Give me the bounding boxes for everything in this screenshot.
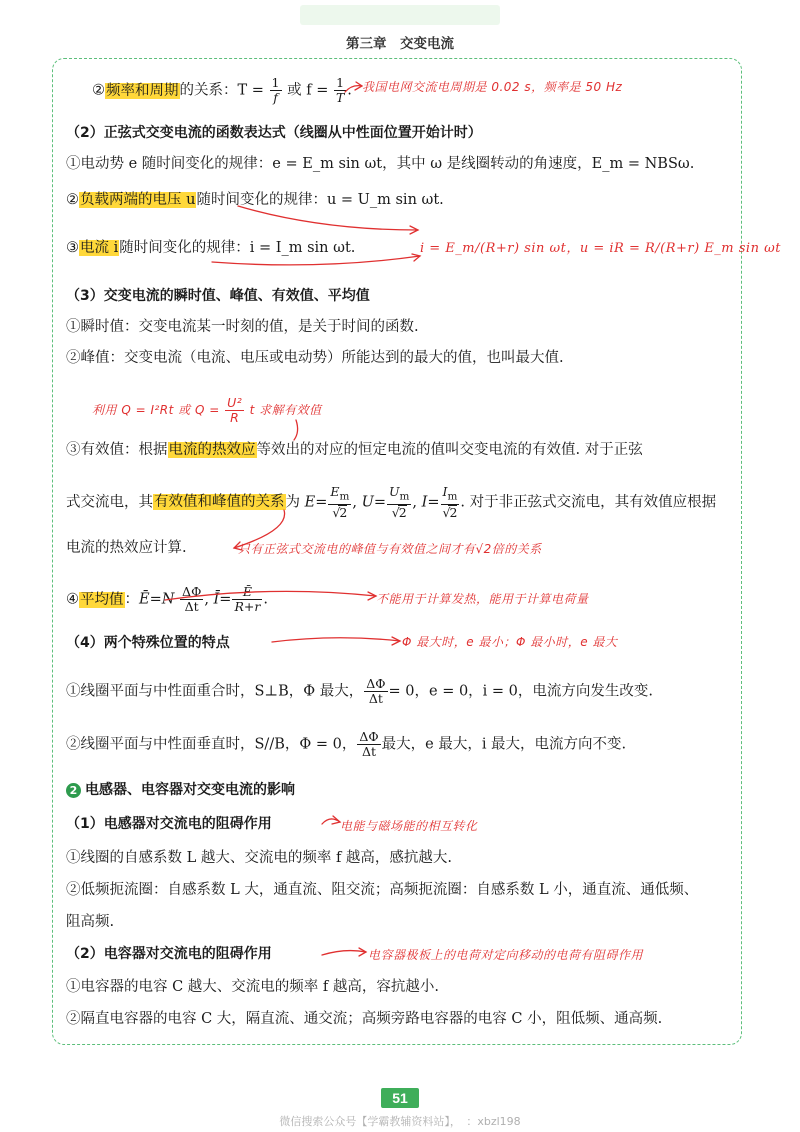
annotation-grid-frequency: 我国电网交流电周期是 0.02 s，频率是 50 Hz xyxy=(362,80,623,94)
line-emf-law: ①电动势 e 随时间变化的规律：e = E_m sin ωt，其中 ω 是线圈转动的角速度，E_m = NBSω. xyxy=(66,156,695,172)
line-neutral-plane-perpendicular: ②线圈平面与中性面垂直时，S//B，Φ = 0， $\frac{\Delta\Phi}{\Delta t}$ 最大，e 最大，i 最大，电流方向不变. xyxy=(66,729,627,759)
highlight: 频率和周期 xyxy=(106,82,179,99)
page-number: 51 xyxy=(381,1088,419,1108)
line-capacitance-reactance: ①电容器的电容 C 越大、交流电的频率 f 越高，容抗越小. xyxy=(66,979,440,995)
line-current-law: ③电流 i随时间变化的规律：i = I_m sin ωt. xyxy=(66,240,356,256)
annotation-inductor-energy: 电能与磁场能的相互转化 xyxy=(340,819,478,833)
line-chokes-cont: 阻高频. xyxy=(66,914,115,930)
annotation-flux-emf: Φ 最大时，e 最小；Φ 最小时，e 最大 xyxy=(402,635,618,649)
line-inductance-reactance: ①线圈的自感系数 L 越大、交流电的频率 f 越高，感抗越大. xyxy=(66,850,453,866)
section-values: （3）交变电流的瞬时值、峰值、有效值、平均值 xyxy=(66,288,370,304)
line-thermal-effect: 电流的热效应计算. xyxy=(66,540,187,556)
line-instant-value: ①瞬时值：交变电流某一时刻的值，是关于时间的函数. xyxy=(66,319,419,335)
section-capacitor: （2）电容器对交流电的阻碍作用 xyxy=(66,946,272,962)
line-voltage-law: ②负载两端的电压 u随时间变化的规律：u = U_m sin ωt. xyxy=(66,192,444,208)
line-chokes: ②低频扼流圈：自感系数 L 大，通直流、阻交流；高频扼流圈：自感系数 L 小，通直流、通低频、 xyxy=(66,882,699,898)
section-inductor-capacitor: 2 电感器、电容器对交变电流的影响 xyxy=(66,780,295,800)
line-peak-value: ②峰值：交变电流（电流、电压或电动势）所能达到的最大的值，也叫最大值. xyxy=(66,350,564,366)
annotation-current-voltage-formula: i = E_m/(R+r) sin ωt，u = iR = R/(R+r) E_m sin ωt xyxy=(420,241,781,256)
section-inductor: （1）电感器对交流电的阻碍作用 xyxy=(66,816,272,832)
line-effective-value: ③有效值：根据电流的热效应等效出的对应的恒定电流的值叫交变电流的有效值. 对于正弦 xyxy=(66,442,643,458)
line-average-value: ④平均值：Ē=N $\frac{\Delta\Phi}{\Delta t}$ , Ī= $\frac{Ē}{R+r}$ . xyxy=(66,584,268,614)
section-sine-expression: （2）正弦式交变电流的函数表达式（线圈从中性面位置开始计时） xyxy=(66,125,482,141)
section-number-badge: 2 xyxy=(66,783,81,798)
annotation-average-usage: 不能用于计算发热，能用于计算电荷量 xyxy=(376,592,589,606)
annotation-sqrt2-relation: 只有正弦式交流电的峰值与有效值之间才有√2倍的关系 xyxy=(238,542,542,556)
annotation-capacitor-charge: 电容器极板上的电荷对定向移动的电荷有阻碍作用 xyxy=(368,948,644,962)
footer-text: 微信搜索公众号【学霸教辅资料站】， ：xbzl198 xyxy=(279,1115,521,1128)
annotation-effective-value-method: 利用 Q = I²Rt 或 Q = $\frac{\text{U²}}{R}$ t 求解有效值 xyxy=(92,395,322,425)
chapter-title: 第三章 交变电流 xyxy=(346,36,454,52)
section-special-positions: （4）两个特殊位置的特点 xyxy=(66,635,230,651)
header-decoration xyxy=(300,5,500,25)
line-blocking-bypass: ②隔直电容器的电容 C 大，隔直流、通交流；高频旁路电容器的电容 C 小，阻低频、通高频. xyxy=(66,1011,663,1027)
line-effective-peak-relation: 式交流电，其有效值和峰值的关系为 E= $\frac{E_m}{√2}$ , U= $\frac{U_m}{√2}$ , I= $\frac{I_m}{√2}$ . 对于非正弦式交流电，其有效值应根据 xyxy=(66,484,717,520)
line-neutral-plane-coincide: ①线圈平面与中性面重合时，S⊥B，Φ 最大， $\frac{\Delta\Phi}{\Delta t}$ = 0，e = 0，i = 0，电流方向发生改变. xyxy=(66,676,654,706)
line-frequency-period: ②频率和周期的关系：T = $\frac{1}{f}$ 或 f = $\frac{1}{T}$ . xyxy=(92,75,352,105)
